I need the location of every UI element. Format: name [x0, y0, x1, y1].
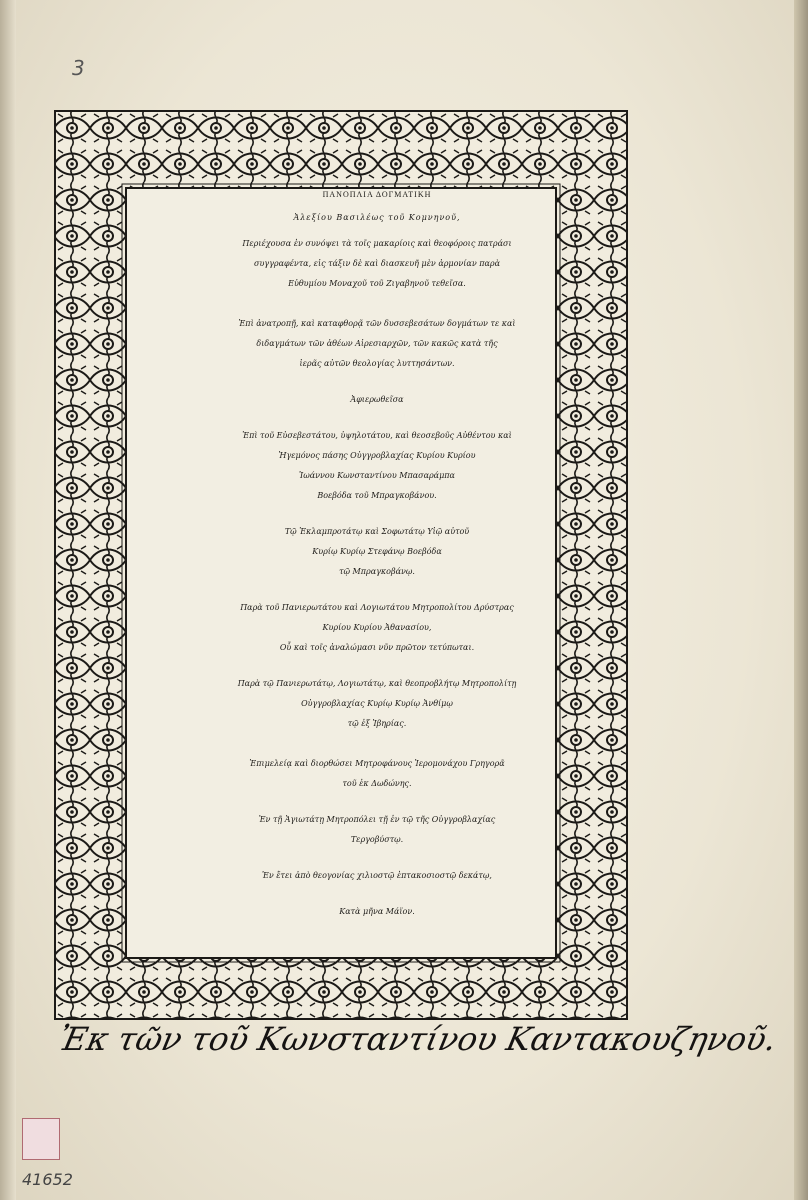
ownership-inscription: Ἐκ τῶν τοῦ Κωνσταντίνου Καντακουζηνοῦ.: [55, 1020, 781, 1058]
text-line: Κατὰ μῆνα Μάϊον.: [339, 907, 415, 916]
title-page-text: [128, 190, 626, 945]
text-line: Ἐπὶ ἀνατροπῇ, καὶ καταφθορᾷ τῶν δυσσεβεσάτων δογμάτων τε καὶ: [238, 319, 516, 328]
text-line: Οὐγγροβλαχίας Κυρίῳ Κυρίῳ Ἀνθίμῳ: [301, 699, 453, 708]
paragraph-dedication-son: [128, 522, 626, 582]
text-line: Παρὰ τῷ Πανιερωτάτῳ, Λογιωτάτῳ, καὶ θεοπροβλήτῳ Μητροπολίτῃ: [237, 679, 517, 688]
paragraph-sponsor: [128, 598, 626, 658]
page-gutter: [0, 0, 16, 1200]
paragraph-year: [128, 866, 626, 886]
text-line: ἱερᾶς αὐτῶν θεολογίας λυττησάντων.: [299, 359, 455, 368]
text-line: Ἰωάννου Κωνσταντίνου Μπασαράμπα: [299, 471, 455, 480]
text-line: Περιέχουσα ἐν συνόψει τὰ τοῖς μακαρίοις καὶ θεοφόροις πατράσι: [242, 239, 512, 248]
text-line: Οὗ καὶ τοῖς ἀναλώμασι νῦν πρῶτον τετύπωται.: [279, 643, 475, 652]
paragraph-dedication-prince: [128, 426, 626, 506]
paragraph-editor: [128, 754, 626, 794]
text-line: Κυρίου Κυρίου Ἀθανασίου,: [322, 623, 432, 632]
paragraph-contents: [128, 234, 626, 294]
author-line: Ἀλεξίου Βασιλέως τοῦ Κομνηνοῦ,: [293, 213, 461, 222]
paragraph-dedication-heading: [128, 390, 626, 410]
text-line: Ἐν τῇ Ἁγιωτάτῃ Μητροπόλει τῇ ἐν τῷ τῆς Οὐγγροβλαχίας: [258, 815, 496, 824]
text-line: Τῷ Ἐκλαμπροτάτῳ καὶ Σοφωτάτῳ Υἱῷ αὐτοῦ: [284, 527, 470, 536]
text-line: Ἡγεμόνος πάσης Οὐγγροβλαχίας Κυρίου Κυρίου: [278, 451, 476, 460]
folio-mark: 3: [72, 56, 85, 80]
text-line: τῷ ἐξ Ἰβηρίας.: [347, 719, 407, 728]
text-line: Εὐθυμίου Μοναχοῦ τοῦ Ζιγαβηνοῦ τεθεῖσα.: [288, 279, 466, 288]
text-line: τοῦ ἐκ Δωδώνης.: [342, 779, 412, 788]
paragraph-purpose: [128, 314, 626, 374]
text-line: Ἀφιερωθεῖσα: [350, 395, 404, 404]
text-line: Τεργοβύστῳ.: [350, 835, 404, 844]
text-line: Ἐν ἔτει ἀπὸ θεογονίας χιλιοστῷ ἑπτακοσιοστῷ δεκάτῳ,: [262, 871, 492, 880]
text-line: Ἐπὶ τοῦ Εὐσεβεστάτου, ὑψηλοτάτου, καὶ θεοσεβοῦς Αὐθέντου καὶ: [242, 431, 512, 440]
library-stamp: [22, 1118, 60, 1160]
shelfmark: 41652: [22, 1170, 73, 1189]
text-line: διδαγμάτων τῶν ἀθέων Αἱρεσιαρχῶν, τῶν κακῶς κατὰ τῆς: [256, 339, 498, 348]
text-line: τῷ Μπραγκοβάνῳ.: [339, 567, 415, 576]
text-line: Βοεβόδα τοῦ Μπραγκοβάνου.: [317, 491, 437, 500]
text-line: συγγραφέντα, εἰς τάξιν δὲ καὶ διασκευῆ μὲν ἁρμονίαν παρὰ: [253, 259, 501, 268]
paragraph-metropolitan: [128, 674, 626, 734]
paragraph-month: [128, 902, 626, 922]
paragraph-place: [128, 810, 626, 850]
text-line: Κυρίῳ Κυρίῳ Στεφάνῳ Βοεβόδα: [312, 547, 442, 556]
book-title: ΠΑΝΟΠΛΙΑ ΔΟΓΜΑΤΙΚΗ: [322, 190, 432, 199]
page-edge: [794, 0, 808, 1200]
text-line: Παρὰ τοῦ Πανιερωτάτου καὶ Λογιωτάτου Μητροπολίτου Δρύστρας: [240, 603, 514, 612]
text-line: Ἐπιμελείᾳ καὶ διορθώσει Μητροφάνους Ἱερομονάχου Γρηγορᾶ: [249, 759, 505, 768]
